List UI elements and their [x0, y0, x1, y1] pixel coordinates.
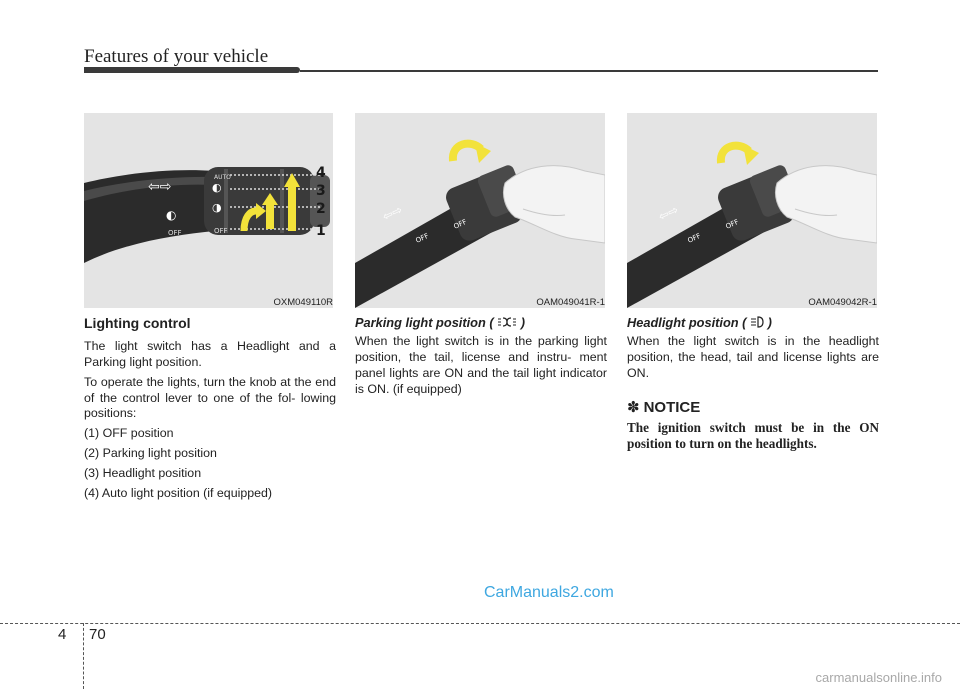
- paragraph: The light switch has a Headlight and a Parking light position.: [84, 338, 336, 369]
- list-item: (1) OFF position: [84, 426, 174, 441]
- notice-body: The ignition switch must be in the ON position to turn on the headlights.: [627, 420, 879, 452]
- section-heading: Parking light position ( ): [355, 315, 526, 330]
- lever-text-off-1: OFF: [686, 231, 703, 245]
- positions-list: [84, 426, 336, 502]
- header-bar: [84, 67, 300, 73]
- figure-code: OAM049041R-1: [536, 297, 605, 308]
- lever-text-off-2: OFF: [452, 217, 469, 231]
- notice-star-icon: ✽: [627, 399, 640, 416]
- paragraph: When the light switch is in the headlight position, the head, tail and license lights are ON.: [627, 334, 879, 381]
- lever-text-auto: AUTO: [214, 174, 231, 181]
- figure-parking-light-hand: [355, 113, 605, 308]
- position-label-3: 3: [316, 183, 326, 199]
- figure-headlight-hand: [627, 113, 877, 308]
- position-label-2: 2: [316, 201, 326, 217]
- figure-light-switch-positions: [84, 113, 333, 308]
- position-label-1: 1: [316, 223, 326, 239]
- paragraph: To operate the lights, turn the knob at the end of the control lever to one of the fol- lowing positions:: [84, 374, 336, 421]
- column-headlight: [627, 315, 879, 456]
- svg-text:⇦⇨: ⇦⇨: [148, 179, 172, 195]
- list-item: (3) Headlight position: [84, 466, 202, 481]
- lever-text-off-2: OFF: [214, 227, 228, 235]
- figure-code: OXM049110R: [273, 297, 333, 308]
- figure-code: OAM049042R-1: [808, 297, 877, 308]
- page-header-title: Features of your vehicle: [84, 46, 269, 67]
- list-item: (2) Parking light position: [84, 446, 217, 461]
- svg-text:⇦⇨: ⇦⇨: [656, 202, 681, 224]
- section-heading: Headlight position ( ): [627, 315, 772, 330]
- lever-text-off-1: OFF: [414, 231, 431, 245]
- watermark-link[interactable]: CarManuals2.com: [484, 584, 614, 601]
- page-number: 70: [89, 626, 106, 643]
- footer-site-link[interactable]: carmanualsonline.info: [815, 670, 942, 685]
- footer-rule: [0, 623, 960, 624]
- svg-text:⇦⇨: ⇦⇨: [380, 202, 405, 224]
- section-heading: Lighting control: [84, 315, 191, 331]
- lever-text-off-1: OFF: [168, 229, 182, 237]
- paragraph: When the light switch is in the parking light position, the tail, license and instru- ment panel lights are ON and the tail light indicator is ON. (if equipped): [355, 334, 607, 396]
- svg-text:◐: ◐: [212, 181, 222, 194]
- parking-light-icon: [497, 316, 517, 328]
- column-parking-light: [355, 315, 607, 402]
- svg-text:◐: ◐: [166, 208, 177, 222]
- lever-text-off-2: OFF: [724, 217, 741, 231]
- notice-heading: ✽ NOTICE: [627, 399, 701, 416]
- header-rule: [300, 70, 878, 72]
- svg-text:◑: ◑: [212, 201, 222, 214]
- list-item: (4) Auto light position (if equipped): [84, 485, 273, 500]
- position-label-4: 4: [316, 165, 326, 181]
- headlight-icon: [750, 316, 764, 328]
- footer-divider: [83, 623, 84, 689]
- column-lighting-control: [84, 315, 336, 506]
- section-number: 4: [58, 626, 67, 643]
